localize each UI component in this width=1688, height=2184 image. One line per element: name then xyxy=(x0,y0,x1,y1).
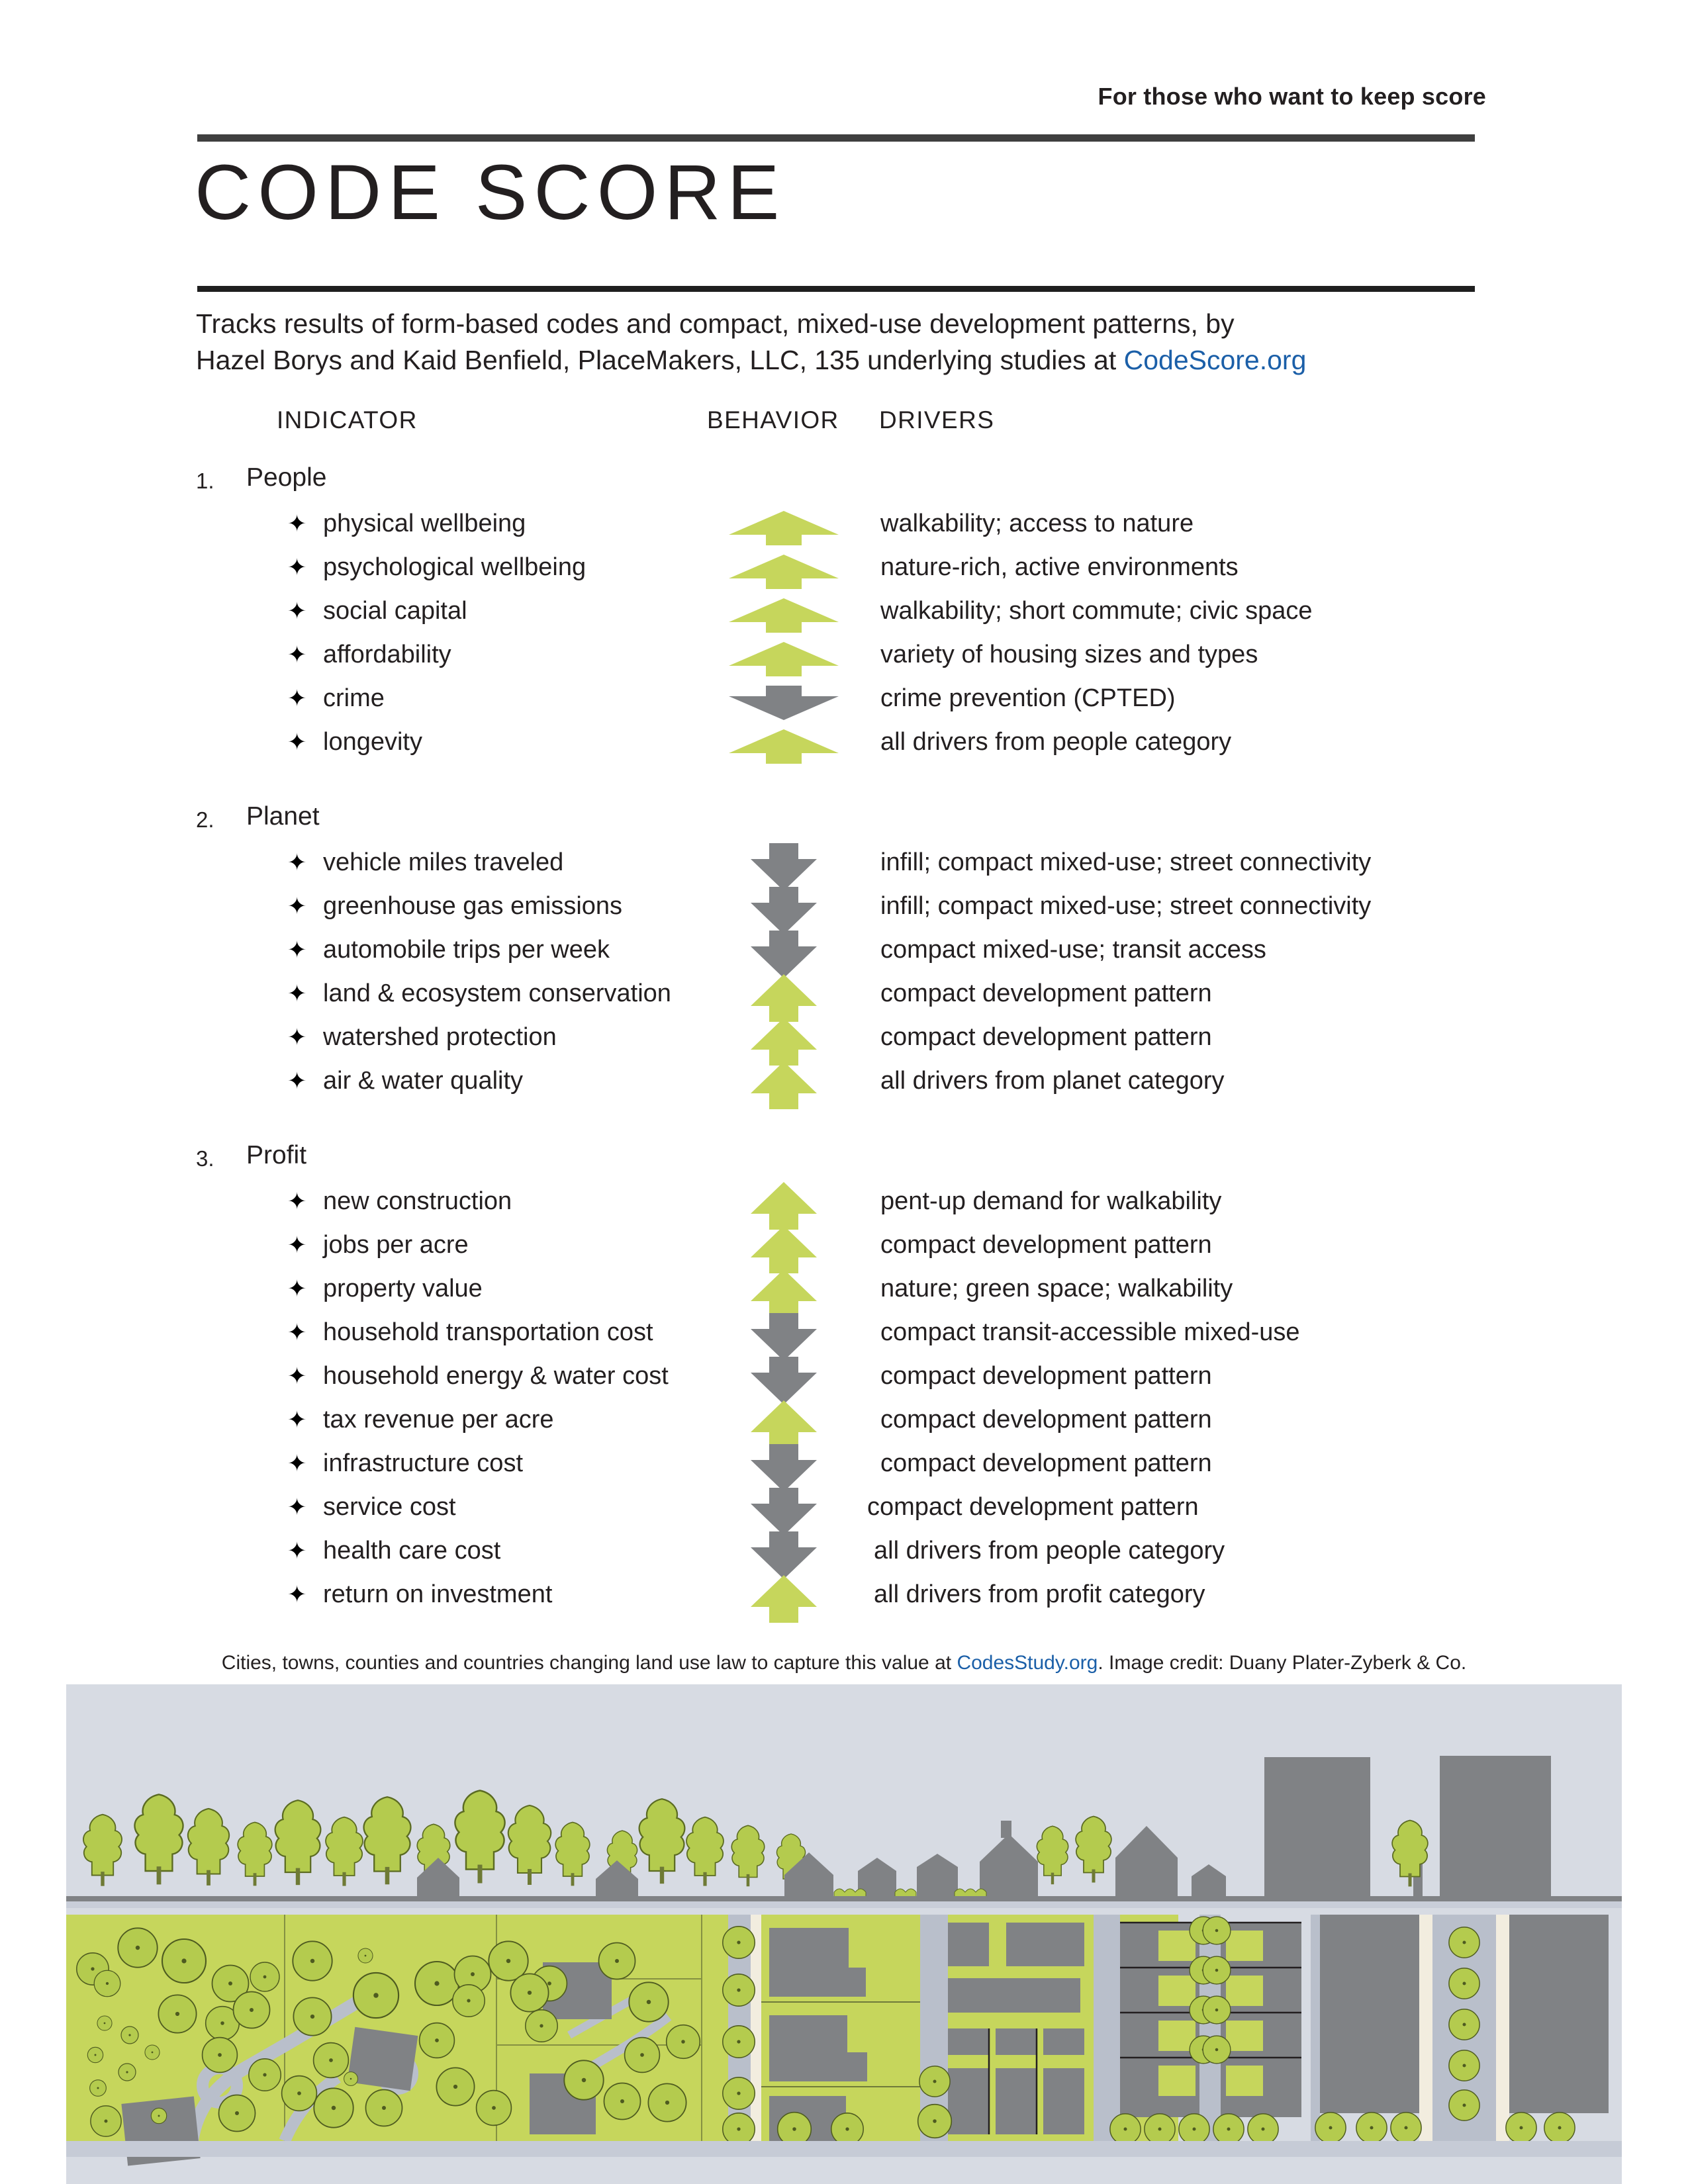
indicator-label: land & ecosystem conservation xyxy=(323,979,671,1007)
behavior-cell xyxy=(720,508,847,549)
arrow-up-icon xyxy=(748,1572,820,1625)
indicator-label: service cost xyxy=(323,1493,456,1521)
behavior-cell xyxy=(720,727,847,768)
four-point-star-bullet-icon: ✦ xyxy=(287,729,307,755)
indicator-row xyxy=(0,1404,1688,1448)
indicator-row xyxy=(0,1535,1688,1579)
indicator-row xyxy=(0,1066,1688,1109)
driver-label: walkability; access to nature xyxy=(880,510,1194,537)
indicator-row xyxy=(0,1186,1688,1230)
behavior-cell xyxy=(720,1066,847,1107)
subtitle-line-1: Tracks results of form-based codes and compact, mixed-use development patterns, by xyxy=(196,308,1235,339)
codescore-link[interactable]: CodeScore.org xyxy=(1123,344,1307,375)
group-name: Planet xyxy=(246,802,320,831)
indicator-row xyxy=(0,639,1688,683)
driver-label: variety of housing sizes and types xyxy=(880,641,1258,668)
driver-label: all drivers from people category xyxy=(880,728,1232,756)
driver-label: compact transit-accessible mixed-use xyxy=(880,1318,1300,1346)
arrow-down-icon xyxy=(727,684,840,721)
indicator-label: automobile trips per week xyxy=(323,936,610,964)
behavior-cell xyxy=(720,1273,847,1314)
indicator-label: property value xyxy=(323,1275,483,1302)
indicator-row xyxy=(0,727,1688,770)
driver-label: compact development pattern xyxy=(880,1406,1212,1433)
group-heading xyxy=(0,1141,1688,1186)
group-heading xyxy=(0,802,1688,847)
indicator-row xyxy=(0,1273,1688,1317)
four-point-star-bullet-icon: ✦ xyxy=(287,1232,307,1258)
arrow-up-icon xyxy=(727,553,840,590)
driver-label: all drivers from people category xyxy=(874,1537,1225,1565)
four-point-star-bullet-icon: ✦ xyxy=(287,555,307,580)
group-name: Profit xyxy=(246,1141,307,1169)
page-title: CODE SCORE xyxy=(195,149,786,236)
indicator-row xyxy=(0,1361,1688,1404)
arrow-up-icon xyxy=(727,597,840,634)
indicator-label: infrastructure cost xyxy=(323,1449,523,1477)
behavior-cell xyxy=(720,596,847,637)
four-point-star-bullet-icon: ✦ xyxy=(287,1320,307,1345)
indicator-row xyxy=(0,1022,1688,1066)
column-header-behavior: BEHAVIOR xyxy=(707,406,839,433)
indicator-label: health care cost xyxy=(323,1537,501,1565)
column-header-indicator: INDICATOR xyxy=(277,406,418,433)
four-point-star-bullet-icon: ✦ xyxy=(287,893,307,919)
indicator-row xyxy=(0,847,1688,891)
indicator-label: watershed protection xyxy=(323,1023,557,1051)
arrow-up-icon xyxy=(727,728,840,765)
indicator-row xyxy=(0,934,1688,978)
driver-label: compact development pattern xyxy=(880,979,1212,1007)
indicator-label: psychological wellbeing xyxy=(323,553,586,581)
indicator-label: longevity xyxy=(323,728,422,756)
column-headers xyxy=(0,406,1688,437)
behavior-cell xyxy=(720,847,847,888)
transect-svg xyxy=(66,1684,1622,2184)
indicator-row xyxy=(0,1230,1688,1273)
behavior-cell xyxy=(720,1022,847,1063)
caption-post: . Image credit: Duany Plater-Zyberk & Co. xyxy=(1098,1652,1467,1674)
indicator-row xyxy=(0,552,1688,596)
caption-pre: Cities, towns, counties and countries changing land use law to capture this value at xyxy=(221,1652,957,1674)
behavior-cell xyxy=(720,683,847,724)
behavior-cell xyxy=(720,1230,847,1271)
four-point-star-bullet-icon: ✦ xyxy=(287,686,307,711)
arrow-up-icon xyxy=(748,1059,820,1112)
driver-label: compact development pattern xyxy=(880,1449,1212,1477)
page-tagline: For those who want to keep score xyxy=(1098,83,1486,110)
four-point-star-bullet-icon: ✦ xyxy=(287,1407,307,1433)
indicator-label: tax revenue per acre xyxy=(323,1406,554,1433)
four-point-star-bullet-icon: ✦ xyxy=(287,1068,307,1094)
behavior-cell xyxy=(720,1448,847,1489)
column-header-drivers: DRIVERS xyxy=(879,406,995,433)
driver-label: compact development pattern xyxy=(880,1023,1212,1051)
driver-label: nature-rich, active environments xyxy=(880,553,1239,581)
driver-label: infill; compact mixed-use; street connectivity xyxy=(880,848,1372,876)
group-number: 1. xyxy=(196,469,214,493)
behavior-cell xyxy=(720,1492,847,1533)
indicator-row xyxy=(0,1579,1688,1623)
four-point-star-bullet-icon: ✦ xyxy=(287,1451,307,1477)
indicator-label: jobs per acre xyxy=(323,1231,469,1259)
four-point-star-bullet-icon: ✦ xyxy=(287,642,307,668)
urban-transect-illustration xyxy=(66,1684,1622,2184)
arrow-up-icon xyxy=(727,510,840,547)
illustration-caption xyxy=(0,1652,1688,1674)
behavior-cell xyxy=(720,1186,847,1227)
four-point-star-bullet-icon: ✦ xyxy=(287,1024,307,1050)
four-point-star-bullet-icon: ✦ xyxy=(287,1276,307,1302)
behavior-cell xyxy=(720,1579,847,1620)
group-name: People xyxy=(246,463,327,492)
four-point-star-bullet-icon: ✦ xyxy=(287,1538,307,1564)
behavior-cell xyxy=(720,934,847,976)
rule-above-title xyxy=(197,134,1475,142)
driver-label: compact development pattern xyxy=(880,1362,1212,1390)
codesstudy-link[interactable]: CodesStudy.org xyxy=(957,1652,1098,1674)
driver-label: all drivers from planet category xyxy=(880,1067,1225,1095)
indicator-label: crime xyxy=(323,684,385,712)
four-point-star-bullet-icon: ✦ xyxy=(287,981,307,1007)
four-point-star-bullet-icon: ✦ xyxy=(287,1582,307,1608)
indicator-row xyxy=(0,683,1688,727)
rule-below-title xyxy=(197,286,1475,292)
driver-label: crime prevention (CPTED) xyxy=(880,684,1176,712)
driver-label: all drivers from profit category xyxy=(874,1580,1205,1608)
indicator-label: physical wellbeing xyxy=(323,510,526,537)
indicator-label: new construction xyxy=(323,1187,512,1215)
page-subtitle xyxy=(196,306,1493,378)
four-point-star-bullet-icon: ✦ xyxy=(287,850,307,876)
behavior-cell xyxy=(720,978,847,1019)
four-point-star-bullet-icon: ✦ xyxy=(287,598,307,624)
indicator-group-people xyxy=(0,463,1688,770)
indicator-label: affordability xyxy=(323,641,451,668)
behavior-cell xyxy=(720,552,847,593)
group-heading xyxy=(0,463,1688,508)
subtitle-line-2: Hazel Borys and Kaid Benfield, PlaceMakers, LLC, 135 underlying studies at xyxy=(196,344,1124,375)
behavior-cell xyxy=(720,1404,847,1445)
indicator-row xyxy=(0,891,1688,934)
behavior-cell xyxy=(720,639,847,680)
group-number: 3. xyxy=(196,1146,214,1171)
indicator-row xyxy=(0,1492,1688,1535)
indicator-label: social capital xyxy=(323,597,467,625)
driver-label: compact development pattern xyxy=(880,1231,1212,1259)
driver-label: pent-up demand for walkability xyxy=(880,1187,1222,1215)
indicator-row xyxy=(0,508,1688,552)
behavior-cell xyxy=(720,891,847,932)
indicator-label: household transportation cost xyxy=(323,1318,653,1346)
indicator-row xyxy=(0,596,1688,639)
behavior-cell xyxy=(720,1535,847,1576)
indicator-label: return on investment xyxy=(323,1580,553,1608)
four-point-star-bullet-icon: ✦ xyxy=(287,511,307,537)
indicator-label: air & water quality xyxy=(323,1067,524,1095)
driver-label: walkability; short commute; civic space xyxy=(880,597,1313,625)
driver-label: compact mixed-use; transit access xyxy=(880,936,1266,964)
indicator-row xyxy=(0,978,1688,1022)
indicator-group-profit xyxy=(0,1141,1688,1623)
indicator-groups xyxy=(0,463,1688,1623)
driver-label: compact development pattern xyxy=(867,1493,1199,1521)
indicator-group-planet xyxy=(0,802,1688,1109)
group-number: 2. xyxy=(196,807,214,832)
behavior-cell xyxy=(720,1317,847,1358)
indicator-label: vehicle miles traveled xyxy=(323,848,564,876)
four-point-star-bullet-icon: ✦ xyxy=(287,1189,307,1214)
indicator-label: household energy & water cost xyxy=(323,1362,669,1390)
indicator-row xyxy=(0,1317,1688,1361)
four-point-star-bullet-icon: ✦ xyxy=(287,1494,307,1520)
driver-label: infill; compact mixed-use; street connectivity xyxy=(880,892,1372,920)
indicator-row xyxy=(0,1448,1688,1492)
arrow-up-icon xyxy=(727,641,840,678)
four-point-star-bullet-icon: ✦ xyxy=(287,937,307,963)
four-point-star-bullet-icon: ✦ xyxy=(287,1363,307,1389)
indicator-label: greenhouse gas emissions xyxy=(323,892,623,920)
behavior-cell xyxy=(720,1361,847,1402)
driver-label: nature; green space; walkability xyxy=(880,1275,1233,1302)
